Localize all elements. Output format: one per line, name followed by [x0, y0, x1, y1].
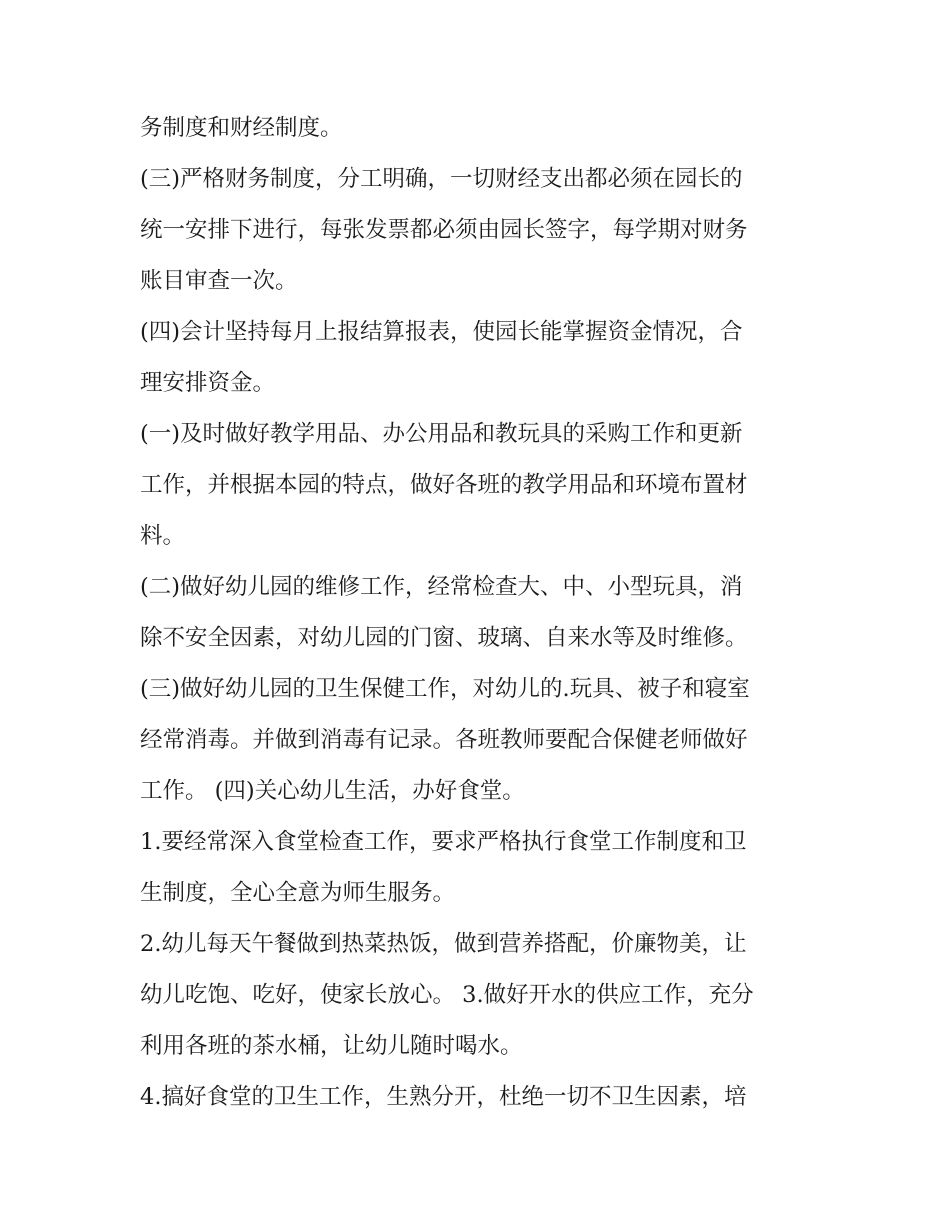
text-line: (三)严格财务制度，分工明确，一切财经支出都必须在园长的 [140, 166, 743, 192]
text-line: 幼儿吃饱、吃好，使家长放心。 3.做好开水的供应工作，充分 [140, 982, 754, 1008]
text-line: (二)做好幼儿园的维修工作，经常检查大、中、小型玩具，消 [140, 574, 743, 600]
text-line: 除不安全因素，对幼儿园的门窗、玻璃、自来水等及时维修。 [140, 625, 748, 651]
text-line: (一)及时做好教学用品、办公用品和教玩具的采购工作和更新 [140, 421, 743, 447]
text-line: 生制度，全心全意为师生服务。 [140, 880, 456, 906]
text-line: 统一安排下进行，每张发票都必须由园长签字，每学期对财务 [140, 217, 748, 243]
text-line: 工作。 (四)关心幼儿生活，办好食堂。 [140, 778, 525, 804]
text-line: 账目审查一次。 [140, 268, 298, 294]
text-line: 理安排资金。 [140, 370, 276, 396]
text-line: (四)会计坚持每月上报结算报表，使园长能掌握资金情况，合 [140, 319, 743, 345]
text-line: 经常消毒。并做到消毒有记录。各班教师要配合保健老师做好 [140, 727, 748, 753]
text-line: 1.要经常深入食堂检查工作，要求严格执行食堂工作制度和卫 [140, 829, 747, 855]
text-line: 料。 [140, 523, 186, 549]
text-line: (三)做好幼儿园的卫生保健工作，对幼儿的.玩具、被子和寝室 [140, 676, 750, 702]
text-line: 务制度和财经制度。 [140, 115, 343, 141]
text-line: 4.搞好食堂的卫生工作，生熟分开，杜绝一切不卫生因素，培 [140, 1084, 747, 1110]
text-line: 2.幼儿每天午餐做到热菜热饭，做到营养搭配，价廉物美，让 [140, 931, 747, 957]
body-text [140, 103, 820, 1123]
text-line: 利用各班的茶水桶，让幼儿随时喝水。 [140, 1033, 523, 1059]
text-line: 工作，并根据本园的特点，做好各班的教学用品和环境布置材 [140, 472, 748, 498]
